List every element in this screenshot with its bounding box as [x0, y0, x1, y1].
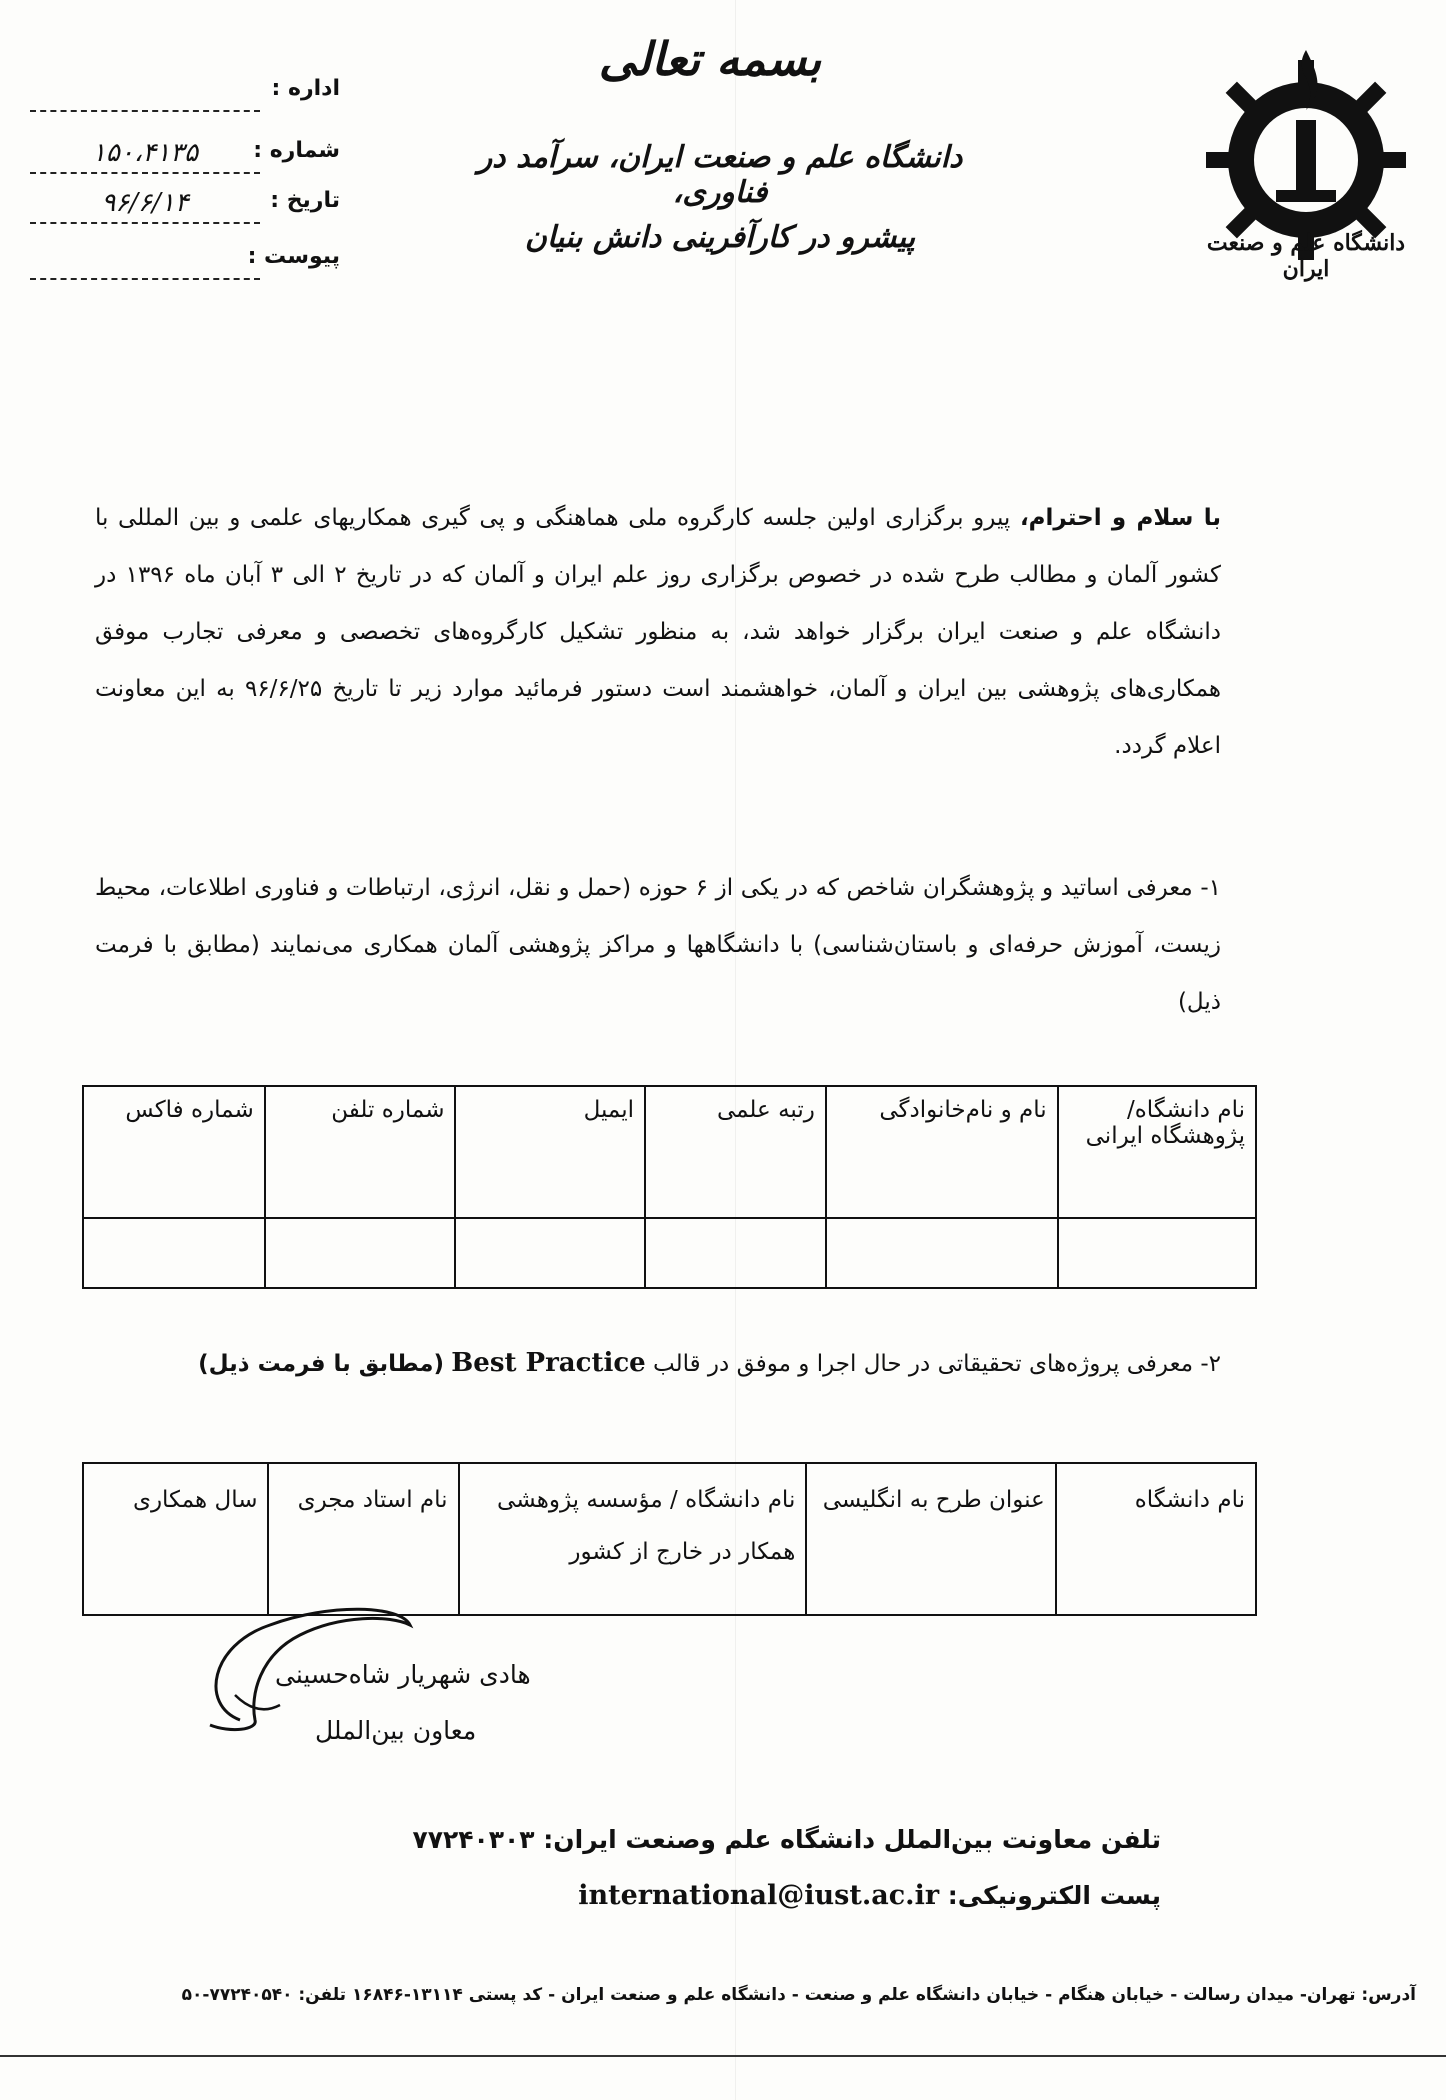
table-header-cell: رتبه علمی: [645, 1086, 826, 1218]
footer-address: آدرس: تهران- میدان رسالت - خیابان هنگام - خیابان دانشگاه علم و صنعت - دانشگاه علم و صنعت ایران - کد پستی ۱۳۱۱۴-۱۶۸۴۶ تلفن: ۷۷۲۴۰۵۴۰-۵۰: [181, 1985, 1416, 2005]
contact-phone: [413, 1825, 1162, 1854]
number-field: [30, 138, 340, 178]
table-header-row: [83, 1086, 1256, 1218]
office-field: [30, 76, 340, 116]
table-header-cell: عنوان طرح به انگلیسی: [806, 1463, 1055, 1615]
email-link[interactable]: international@iust.ac.ir: [578, 1880, 940, 1911]
table-cell: [826, 1218, 1058, 1288]
page-edge-divider: [0, 2055, 1446, 2057]
phone-label: تلفن معاونت بین‌الملل دانشگاه علم وصنعت ایران:: [543, 1825, 1161, 1854]
table-header-cell: نام دانشگاه: [1056, 1463, 1256, 1615]
table-cell: [1058, 1218, 1256, 1288]
attachment-label: پیوست :: [247, 244, 340, 269]
table-cell: [265, 1218, 456, 1288]
email-label: پست الکترونیکی:: [947, 1881, 1161, 1910]
intro-text: پیرو برگزاری اولین جلسه کارگروه ملی هماهنگی و پی گیری همکاریهای علمی و بین المللی با کشور آلمان و مطالب طرح شده در خصوص برگزاری روز علم ایران و آلمان که در تاریخ ۲ الی ۳ آبان ماه ۱۳۹۶ در دانشگاه علم و صنعت ایران برگزار خواهد شد، به منظور تشکیل کارگروه‌های تخصصی و معرفی تجارب موفق همکاری‌های پژوهشی بین ایران و آلمان، خواهشمند است دستور فرمائید موارد زیر تا تاریخ ۹۶/۶/۲۵ به این معاونت اعلام گردد.: [95, 505, 1221, 759]
signer-title: معاون بین‌الملل: [315, 1716, 477, 1745]
logo-caption: دانشگاه علم و صنعت ایران: [1206, 230, 1406, 282]
office-value: [30, 76, 260, 112]
table-header-cell: شماره تلفن: [265, 1086, 456, 1218]
page-fold-line: [735, 0, 736, 2100]
basmala-heading: بسمه تعالی: [598, 32, 822, 86]
researchers-table: [82, 1085, 1257, 1289]
item-2-prefix: ۲- معرفی پروژه‌های تحقیقاتی در حال اجرا و موفق در قالب: [653, 1351, 1221, 1377]
table-header-cell: نام دانشگاه / مؤسسه پژوهشی همکار در خارج از کشور: [459, 1463, 807, 1615]
salutation: با سلام و احترام،: [1019, 505, 1222, 531]
table-cell: [645, 1218, 826, 1288]
date-value: ۹۶/۶/۱۴: [30, 188, 260, 224]
table-header-cell: ایمیل: [455, 1086, 645, 1218]
table-header-cell: نام و نام‌خانوادگی: [826, 1086, 1058, 1218]
intro-paragraph: [95, 490, 1221, 775]
slogan-line: پیشرو در کارآفرینی دانش بنیان: [524, 220, 916, 255]
date-label: تاریخ :: [270, 188, 340, 213]
date-field: [30, 188, 340, 228]
university-line: دانشگاه علم و صنعت ایران، سرآمد در فناوری،: [477, 140, 963, 210]
table-cell: [455, 1218, 645, 1288]
table-header-cell: نام استاد مجری: [268, 1463, 458, 1615]
signer-name: هادی شهریار شاه‌حسینی: [275, 1660, 531, 1689]
table-row: [83, 1218, 1256, 1288]
attachment-field: [30, 244, 340, 284]
item-2-latin: Best Practice: [451, 1348, 646, 1378]
item-2-text: [198, 1348, 1221, 1378]
office-label: اداره :: [271, 76, 340, 101]
table-header-cell: شماره فاکس: [83, 1086, 265, 1218]
phone-value: ۷۷۲۴۰۳۰۳: [412, 1825, 535, 1854]
attachment-value: [30, 244, 260, 280]
table-header-cell: نام دانشگاه/ پژوهشگاه ایرانی: [1058, 1086, 1256, 1218]
contact-email: [578, 1880, 1161, 1911]
table-header-cell: سال همکاری: [83, 1463, 268, 1615]
item-2-suffix: (مطابق با فرمت ذیل): [198, 1351, 444, 1377]
table-cell: [83, 1218, 265, 1288]
number-value: ۱۵۰،۴۱۳۵: [30, 138, 260, 174]
item-1-text: ۱- معرفی اساتید و پژوهشگران شاخص که در یکی از ۶ حوزه (حمل و نقل، انرژی، ارتباطات و فناوری اطلاعات، محیط زیست، آموزش حرفه‌ای و باستان‌شناسی) با دانشگاهها و مراکز پژوهشی آلمان همکاری می‌نمایند (مطابق با فرمت ذیل): [95, 875, 1221, 1015]
number-label: شماره :: [253, 138, 340, 163]
